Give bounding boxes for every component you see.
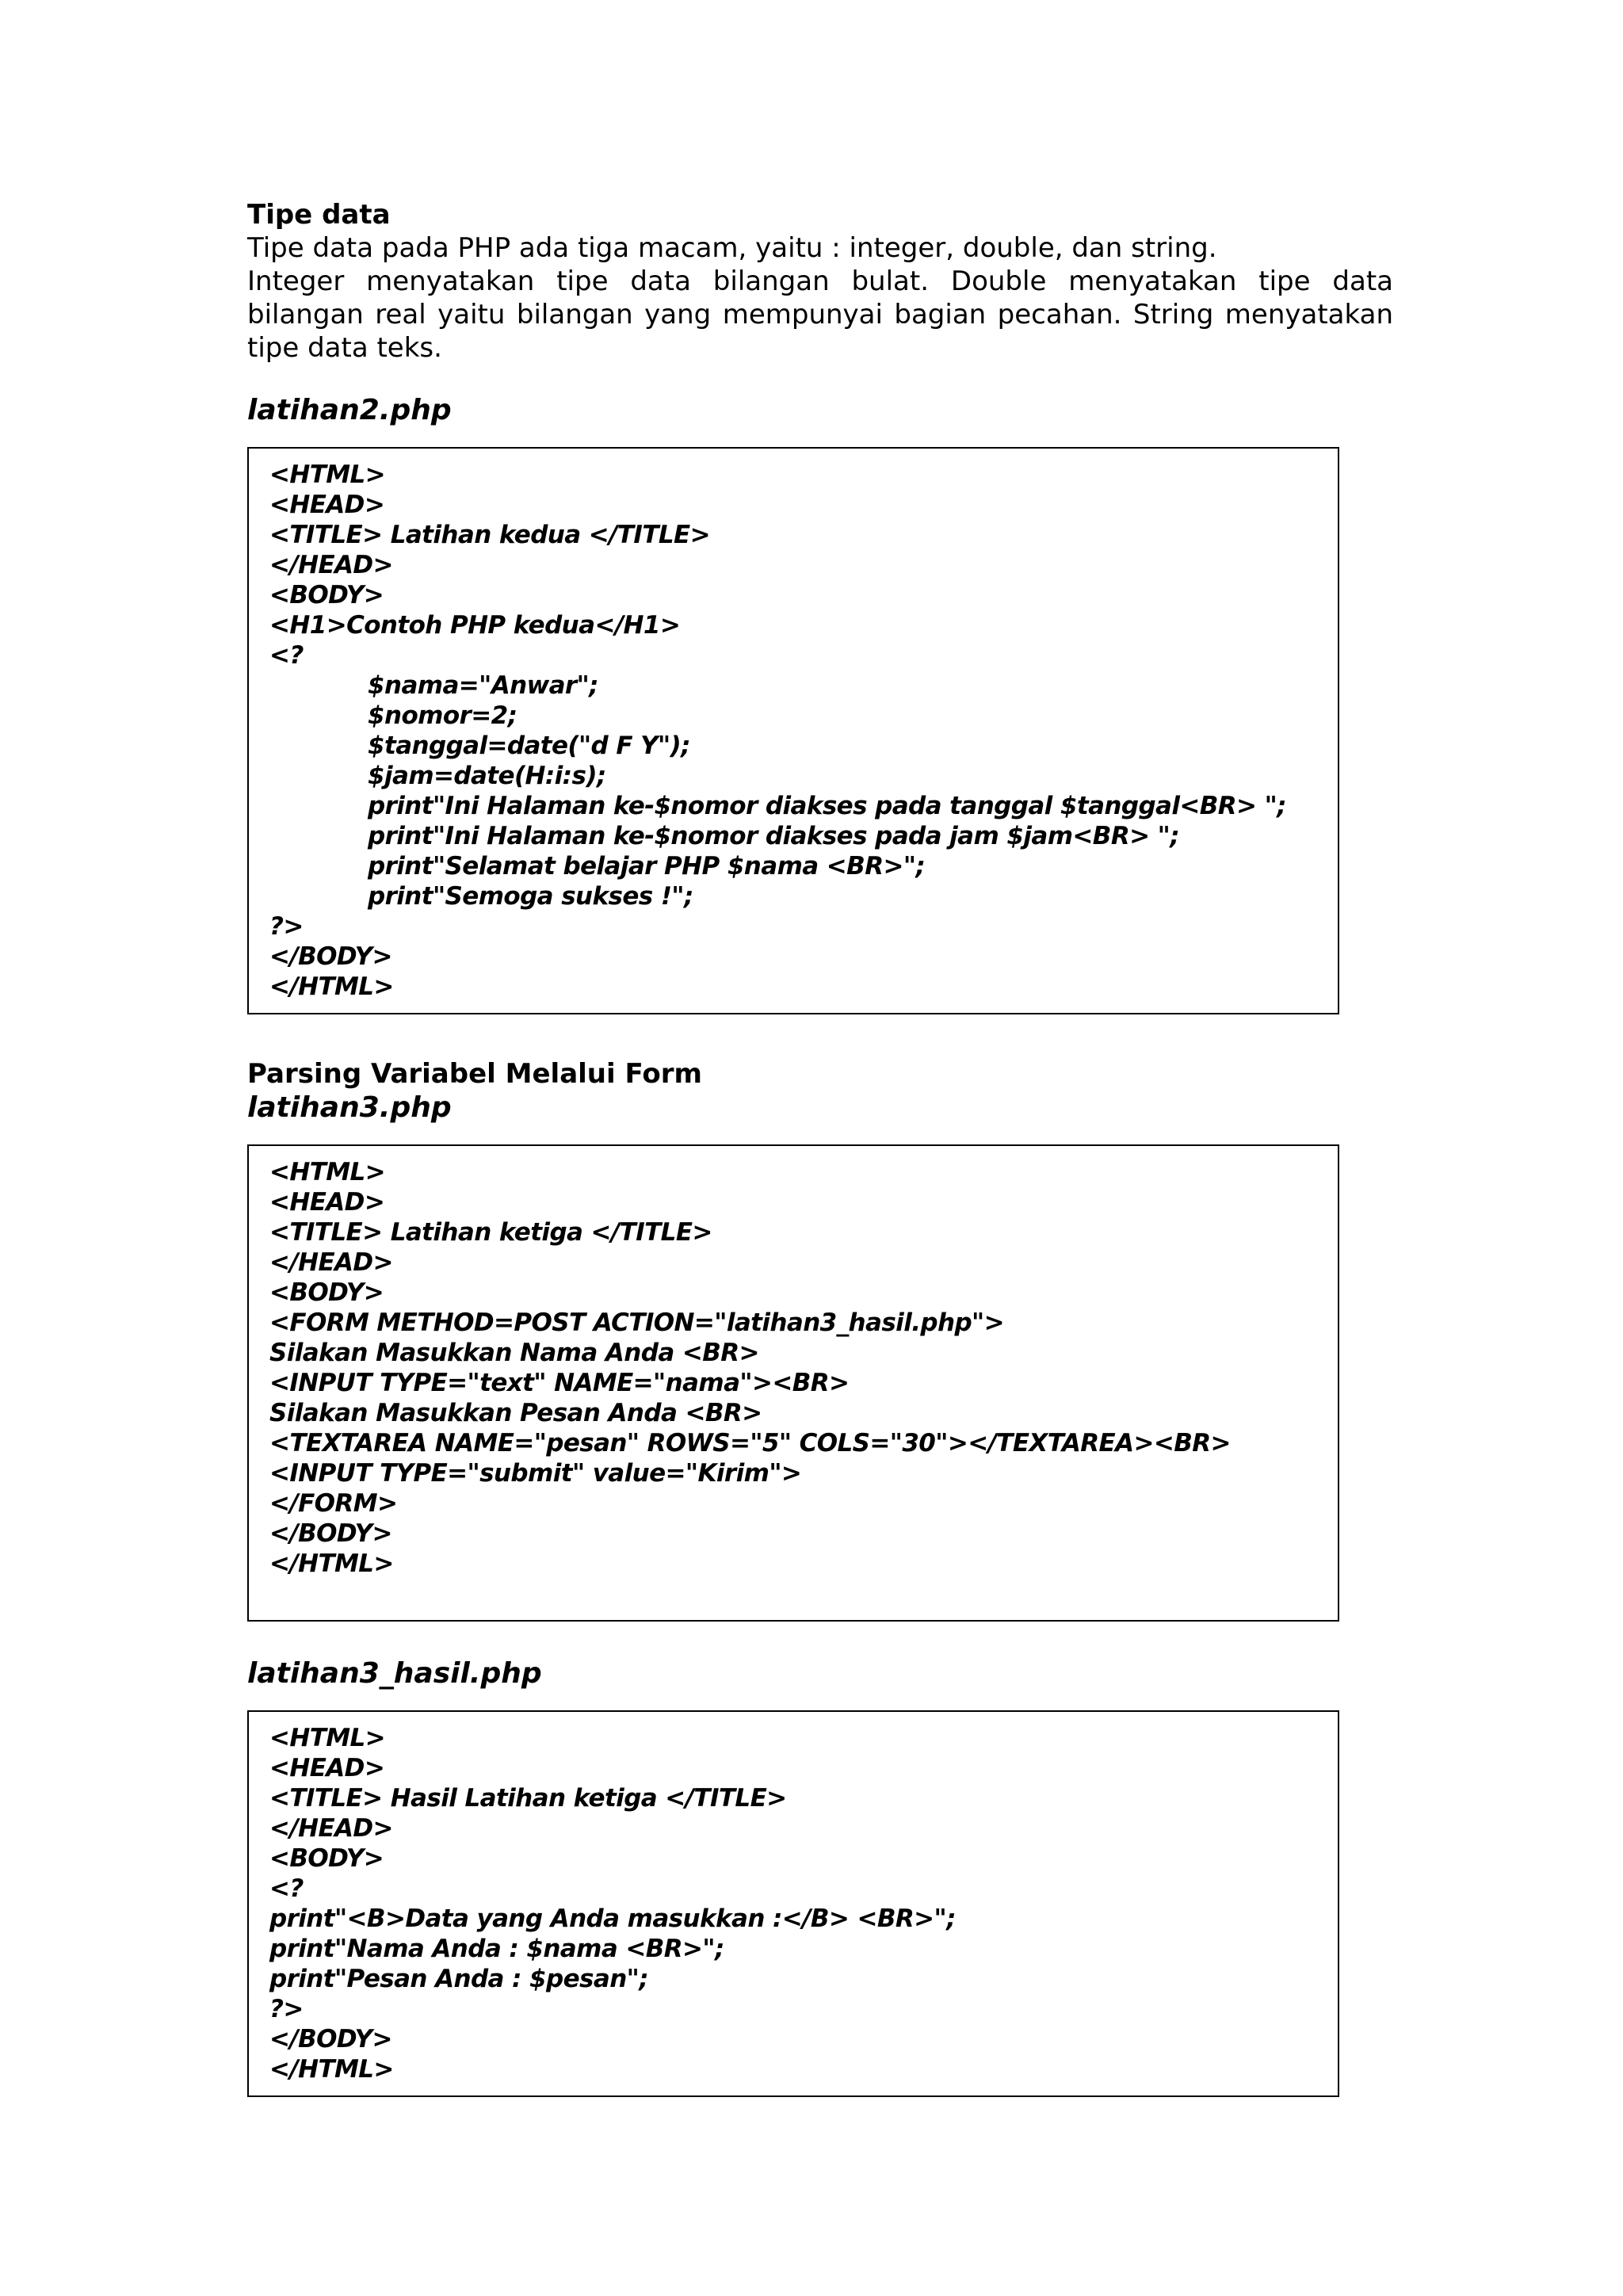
code-line: </HEAD> — [269, 1814, 393, 1843]
code-line: </BODY> — [269, 1519, 392, 1548]
code-line: </FORM> — [269, 1489, 398, 1518]
code-line: <BODY> — [269, 1844, 384, 1873]
code-line: print"<B>Data yang Anda masukkan :</B> <BR>"; — [269, 1904, 956, 1933]
code-line: print"Nama Anda : $nama <BR>"; — [269, 1935, 724, 1963]
filename-latihan3: latihan3.php — [247, 1091, 452, 1124]
code-line: <INPUT TYPE="submit" value="Kirim"> — [269, 1459, 802, 1488]
code-line: </BODY> — [269, 942, 392, 971]
code-box-latihan2 — [247, 447, 1339, 1014]
code-line: Silakan Masukkan Nama Anda <BR> — [269, 1339, 759, 1367]
code-line: <HEAD> — [269, 1188, 385, 1217]
code-line: <TITLE> Hasil Latihan ketiga </TITLE> — [269, 1784, 787, 1813]
code-line: print"Ini Halaman ke-$nomor diakses pada jam $jam<BR> "; — [368, 822, 1180, 850]
code-line: <BODY> — [269, 1278, 384, 1307]
code-line: <FORM METHOD=POST ACTION="latihan3_hasil.php"> — [269, 1308, 1004, 1337]
filename-latihan2: latihan2.php — [247, 394, 452, 426]
code-line: </HTML> — [269, 1549, 394, 1578]
code-line: <TITLE> Latihan kedua </TITLE> — [269, 521, 710, 549]
code-line: $nama="Anwar"; — [368, 671, 598, 700]
code-line: print"Selamat belajar PHP $nama <BR>"; — [368, 852, 926, 881]
document-page — [247, 198, 1393, 2097]
code-line: print"Ini Halaman ke-$nomor diakses pada tanggal $tanggal<BR> "; — [368, 792, 1286, 820]
code-line: </HTML> — [269, 972, 394, 1001]
code-line: <HEAD> — [269, 1754, 385, 1782]
filename-latihan3-hasil: latihan3_hasil.php — [247, 1657, 542, 1690]
code-line: print"Pesan Anda : $pesan"; — [269, 1965, 649, 1993]
code-box-latihan3 — [247, 1144, 1339, 1622]
code-line: </HTML> — [269, 2055, 394, 2084]
code-line: $tanggal=date("d F Y"); — [368, 732, 690, 760]
code-line: <? — [269, 641, 304, 670]
paragraph-tipe-data-detail: Integer menyatakan tipe data bilangan bulat. Double menyatakan tipe data bilangan real yaitu bilangan yang mempunyai bagian pecahan. String menyatakan tipe data teks. — [247, 266, 1393, 364]
code-line: <HTML> — [269, 460, 386, 489]
code-line: <HTML> — [269, 1724, 386, 1752]
code-box-latihan3-hasil — [247, 1710, 1339, 2097]
section-heading-parsing-variabel: Parsing Variabel Melalui Form — [247, 1058, 702, 1090]
paragraph-tipe-data-intro: Tipe data pada PHP ada tiga macam, yaitu : integer, double, dan string. — [247, 232, 1217, 264]
code-line: <TEXTAREA NAME="pesan" ROWS="5" COLS="30"></TEXTAREA><BR> — [269, 1429, 1231, 1457]
code-line: <H1>Contoh PHP kedua</H1> — [269, 611, 681, 640]
code-line: <HEAD> — [269, 491, 385, 519]
code-line: ?> — [269, 912, 304, 941]
code-line: </HEAD> — [269, 551, 393, 579]
code-line: ?> — [269, 1995, 304, 2023]
code-line: $jam=date(H:i:s); — [368, 762, 606, 790]
code-line: <BODY> — [269, 581, 384, 609]
section-heading-tipe-data: Tipe data — [247, 199, 391, 231]
code-line: print"Semoga sukses !"; — [368, 882, 693, 911]
code-line: </HEAD> — [269, 1248, 393, 1277]
code-line: $nomor=2; — [368, 701, 517, 730]
code-line: <INPUT TYPE="text" NAME="nama"><BR> — [269, 1369, 850, 1397]
code-line: Silakan Masukkan Pesan Anda <BR> — [269, 1399, 762, 1427]
code-line: <HTML> — [269, 1158, 386, 1186]
code-line: <TITLE> Latihan ketiga </TITLE> — [269, 1218, 712, 1247]
code-line: </BODY> — [269, 2025, 392, 2053]
code-line: <? — [269, 1874, 304, 1903]
